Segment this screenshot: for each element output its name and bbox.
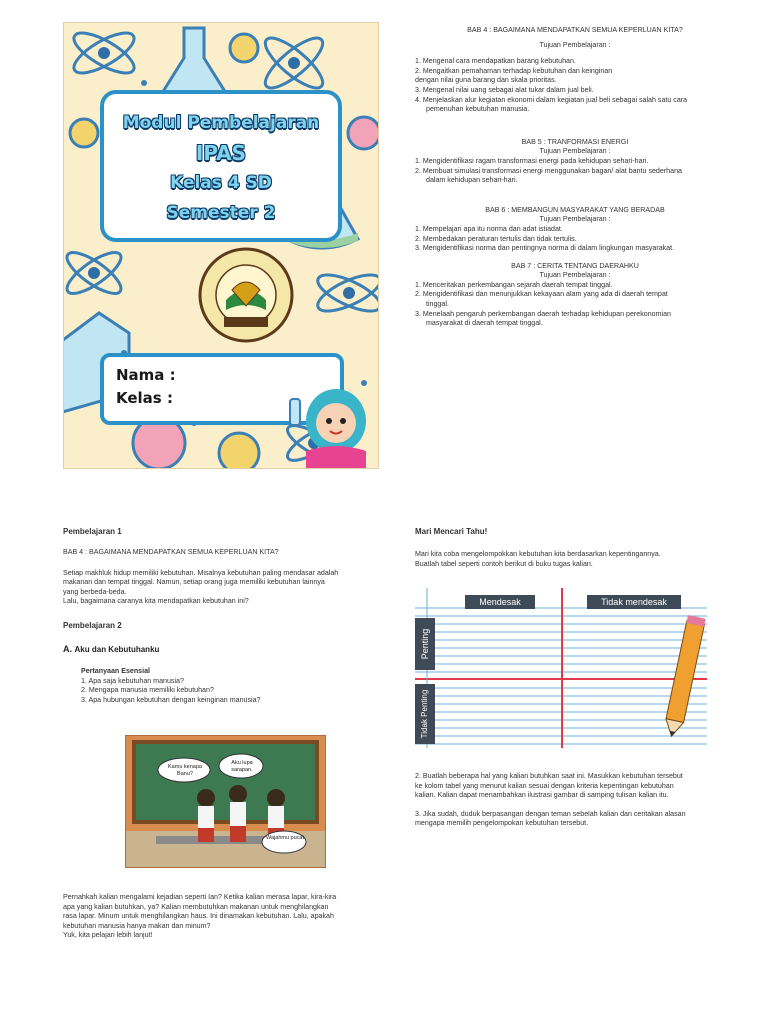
list-item: 2. Mengaitkan pemahaman terhadap kebutuhan dan keinginan	[415, 66, 613, 75]
girl-illustration	[286, 381, 378, 468]
step2-line: kalian. Kalian dapat menambahkan ilustrasi gambar di samping tulisan kalian itu.	[415, 791, 669, 800]
activity-intro1: Mari kita coba mengelompokkan kebutuhan kita berdasarkan kepentingannya.	[415, 550, 661, 558]
section-title: Aku dan Kebutuhanku	[74, 644, 160, 654]
bubble-1: Kamu kenapa Banu?	[168, 764, 202, 777]
col-tidak-mendesak: Tidak mendesak	[601, 597, 667, 607]
list-item: tinggal.	[426, 300, 449, 309]
bab5-subheading: Tujuan Pembelajaran :	[539, 147, 611, 156]
class-label: Kelas :	[116, 389, 173, 407]
lesson1-p3: yang berbeda-beda.	[63, 587, 127, 596]
list-item: 4. Menjelaskan alur kegiatan ekonomi dalam kegiatan jual beli sebagai salah satu cara	[415, 95, 688, 104]
closing-line: Pernahkah kalian mengalami kejadian seperti Ian? Ketika kalian merasa lapar, kira-kira	[63, 893, 337, 901]
list-item: 3. Mengidentifikasi norma dan pentingnya norma di dalam lingkungan masyarakat.	[415, 244, 675, 253]
cover-title-line4: Semester 2	[166, 203, 276, 223]
list-item: 3. Mengenal nilai uang sebagai alat tukar dalam jual beli.	[415, 85, 594, 94]
list-item: pemenuhan kebutuhan manusia.	[426, 105, 530, 114]
section-heading	[63, 644, 393, 654]
classroom-illustration	[125, 735, 326, 868]
row-tidak-penting: Tidak Penting	[420, 689, 429, 739]
bab6-subheading: Tujuan Pembelajaran :	[539, 215, 611, 224]
bab5-heading: BAB 5 : TRANFORMASI ENERGI	[521, 137, 629, 146]
cover-title-line2: IPAS	[195, 141, 247, 165]
objectives-section	[415, 26, 735, 329]
list-item: 2. Membuat simulasi transformasi energi menggunakan bagan/ alat bantu sederhana	[415, 166, 682, 175]
bab4-heading: BAB 4 : BAGAIMANA MENDAPATKAN SEMUA KEPERLUAN KITA?	[467, 26, 683, 34]
activity-steps	[415, 772, 745, 829]
name-label: Nama :	[116, 366, 176, 384]
bubble-3: Wajahmu pucat	[266, 835, 305, 841]
step3-line: mengapa memilih pengelompokan kebutuhan tersebut.	[415, 819, 589, 828]
step2-line: 2. Buatlah beberapa hal yang kalian butuhkan saat ini. Masukkan kebutuhan tersebut	[415, 772, 683, 780]
lesson-section	[63, 527, 393, 705]
list-item: 1. Mempelajari apa itu norma dan adat istiadat.	[415, 224, 563, 233]
cover-title-line1: Modul Pembelajaran	[122, 113, 320, 133]
step2-line: ke kolom tabel yang menurut kalian sesuai dengan kriteria kepentingan kebutuhan	[415, 781, 674, 790]
cover-page	[63, 22, 379, 469]
priority-table	[415, 588, 707, 748]
activity-section	[415, 527, 735, 569]
list-item: 2. Mengapa manusia memiliki kebutuhan?	[81, 686, 214, 695]
row-penting: Penting	[420, 628, 430, 660]
closing-paragraph	[63, 893, 393, 941]
list-item: dalam kehidupan sehari-hari.	[426, 176, 518, 185]
bab4-list	[415, 57, 735, 115]
activity-title: Mari Mencari Tahu!	[415, 527, 488, 536]
lesson1-p4: Lalu, bagaimana caranya kita mendapatkan kebutuhan ini?	[63, 597, 249, 606]
col-mendesak: Mendesak	[479, 597, 521, 607]
bab6-heading: BAB 6 : MEMBANGUN MASYARAKAT YANG BERADAB	[485, 205, 665, 214]
bab6-list	[415, 225, 735, 254]
lesson1-bab: BAB 4 : BAGAIMANA MENDAPATKAN SEMUA KEPERLUAN KITA?	[63, 548, 279, 556]
lesson2-title: Pembelajaran 2	[63, 620, 122, 630]
list-item: 2. Membedakan peraturan tertulis dan tidak tertulis.	[415, 234, 577, 243]
closing-line: Yuk, kita pelajari lebih lanjut!	[63, 931, 153, 940]
bab5-list	[415, 157, 735, 186]
closing-line: apa yang kalian butuhkan, ya? Kalian membutuhkan makanan untuk menghilangkan	[63, 902, 329, 911]
bubble-2: Aku lupa sarapan.	[231, 760, 253, 773]
list-item: 1. Menceritakan perkembangan sejarah daerah tempat tinggal.	[415, 280, 613, 289]
bab7-heading: BAB 7 : CERITA TENTANG DAERAHKU	[511, 261, 639, 270]
closing-line: kebutuhan manusia hanya makan dan minum?	[63, 921, 211, 930]
lesson1-title: Pembelajaran 1	[63, 527, 122, 536]
lesson1-p2: makanan dan tempat tinggal. Namun, setiap orang juga memiliki kebutuhan lainnya	[63, 578, 325, 587]
closing-line: rasa lapar. Minum untuk menghilangkan haus. Ini dinamakan kebutuhan. Lalu, apakah	[63, 912, 334, 921]
list-item: 1. Mengenal cara mendapatkan barang kebutuhan.	[415, 57, 576, 66]
list-item: dengan nilai guna barang dan skala prioritas.	[415, 76, 557, 85]
step3-line: 3. Jika sudah, duduk berpasangan dengan teman sebelah kalian dan ceritakan alasan	[415, 809, 686, 818]
title-box	[100, 90, 342, 242]
activity-intro2: Buatlah tabel seperti contoh berikut di buku tugas kalian.	[415, 559, 593, 568]
essential-questions	[81, 677, 393, 706]
list-item: 3. Apa hubungan kebutuhan dengan keinginan manusia?	[81, 695, 261, 704]
list-item: masyarakat di daerah tempat tinggal.	[426, 319, 543, 328]
list-item: 1. Mengidentifikasi ragam transformasi energi pada kehidupan sehari-hari.	[415, 156, 649, 165]
section-letter: A.	[63, 643, 72, 654]
bab4-subheading: Tujuan Pembelajaran :	[539, 40, 611, 49]
bab7-list	[415, 281, 735, 329]
lesson1-p1: Setiap makhluk hidup memiliki kebutuhan. Misalnya kebutuhan paling mendasar adalah	[63, 568, 339, 577]
school-logo	[196, 245, 296, 345]
list-item: 2. Mengidentifikasi dan menunjukkan kekayaan alam yang ada di daerah tempat	[415, 290, 668, 299]
cover-title-line3: Kelas 4 SD	[170, 173, 272, 193]
bab7-subheading: Tujuan Pembelajaran :	[539, 271, 611, 280]
list-item: 1. Apa saja kebutuhan manusia?	[81, 676, 184, 685]
essential-title: Pertanyaan Esensial	[81, 666, 151, 675]
list-item: 3. Menelaah pengaruh perkembangan daerah terhadap kehidupan perekonomian	[415, 309, 671, 318]
